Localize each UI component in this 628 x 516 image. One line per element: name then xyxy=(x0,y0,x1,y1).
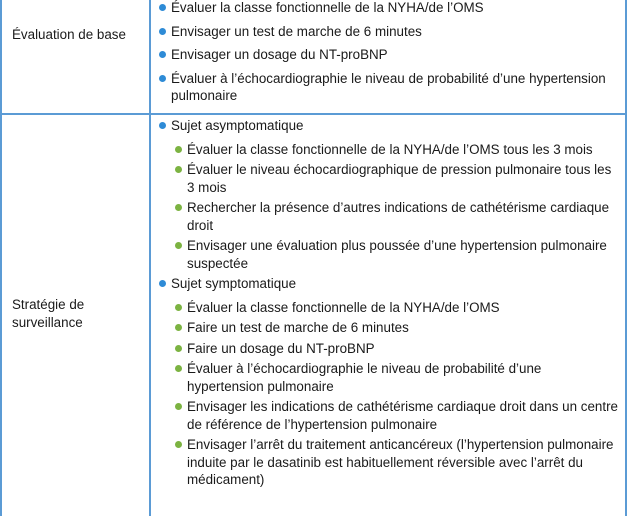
list-item-text: Envisager un dosage du NT-proBNP xyxy=(171,47,388,62)
bullet-icon xyxy=(175,166,182,173)
list-item xyxy=(174,319,618,337)
list-item xyxy=(174,299,618,317)
row-content xyxy=(158,117,618,489)
bullet-icon xyxy=(175,403,182,410)
list-item-text: Faire un test de marche de 6 minutes xyxy=(187,320,409,335)
list-item-text: Évaluer la classe fonctionnelle de la NYHA/de l’OMS xyxy=(187,299,500,315)
list-item-text: Faire un dosage du NT-proBNP xyxy=(187,340,375,356)
bullet-icon xyxy=(159,28,166,35)
bullet-icon xyxy=(175,146,182,153)
list-item xyxy=(174,161,618,196)
bullet-icon xyxy=(175,365,182,372)
list-item-text: Envisager un test de marche de 6 minutes xyxy=(171,23,422,39)
bullet-icon xyxy=(159,4,166,11)
list-item-text: Évaluer à l’échocardiographie le niveau de probabilité d’une hypertension pulmonaire xyxy=(187,361,542,394)
bullet-icon xyxy=(175,345,182,352)
bullet-icon xyxy=(175,204,182,211)
list-item-text: Rechercher la présence d’autres indications de cathétérisme cardiaque droit xyxy=(187,200,610,233)
list-item-text: Envisager les indications de cathétérisme cardiaque droit dans un centre de référence de l’hypertension pulmonaire xyxy=(187,399,618,432)
list-item-text: Envisager l’arrêt du traitement anticancéreux (l’hypertension pulmonaire induite par le dasatinib est habituellement réversible avec l’arrêt du médicament) xyxy=(187,437,614,487)
list-item xyxy=(158,0,618,17)
bullet-icon xyxy=(159,122,166,129)
sub-list xyxy=(174,299,618,489)
row-label: Évaluation de base xyxy=(12,27,126,42)
row-content xyxy=(158,0,618,105)
bullet-icon xyxy=(175,324,182,331)
bullet-icon xyxy=(175,304,182,311)
group-title-text: Sujet asymptomatique xyxy=(171,118,304,133)
list-item-text: Évaluer la classe fonctionnelle de la NYHA/de l’OMS tous les 3 mois xyxy=(187,141,593,157)
bullet-icon xyxy=(159,280,166,287)
bullet-icon xyxy=(159,51,166,58)
list-item xyxy=(174,436,618,489)
bullet-icon xyxy=(159,75,166,82)
list-item xyxy=(174,141,618,159)
bullet-icon xyxy=(175,441,182,448)
group-title xyxy=(158,117,618,135)
group-title-text: Sujet symptomatique xyxy=(171,276,297,291)
bullet-icon xyxy=(175,242,182,249)
list-item xyxy=(158,70,618,105)
list-item-text: Évaluer à l’échocardiographie le niveau de probabilité d’une hypertension pulmonaire xyxy=(171,70,606,103)
list-item xyxy=(174,360,618,395)
group-title xyxy=(158,275,618,293)
list-item xyxy=(174,398,618,433)
list-item-text: Évaluer la classe fonctionnelle de la NYHA/de l’OMS xyxy=(171,0,484,15)
table-row-surveillance xyxy=(0,114,627,516)
list-item xyxy=(174,199,618,234)
row-label: Stratégie de surveillance xyxy=(12,297,85,330)
list-item xyxy=(174,340,618,358)
list-item-text: Envisager une évaluation plus poussée d’une hypertension pulmonaire suspectée xyxy=(187,238,607,271)
sub-list xyxy=(174,141,618,273)
list-item xyxy=(158,46,618,64)
table-row-baseline xyxy=(0,0,627,114)
list-item xyxy=(174,237,618,272)
list-item xyxy=(158,23,618,41)
list-item-text: Évaluer le niveau échocardiographique de pression pulmonaire tous les 3 mois xyxy=(187,162,612,195)
